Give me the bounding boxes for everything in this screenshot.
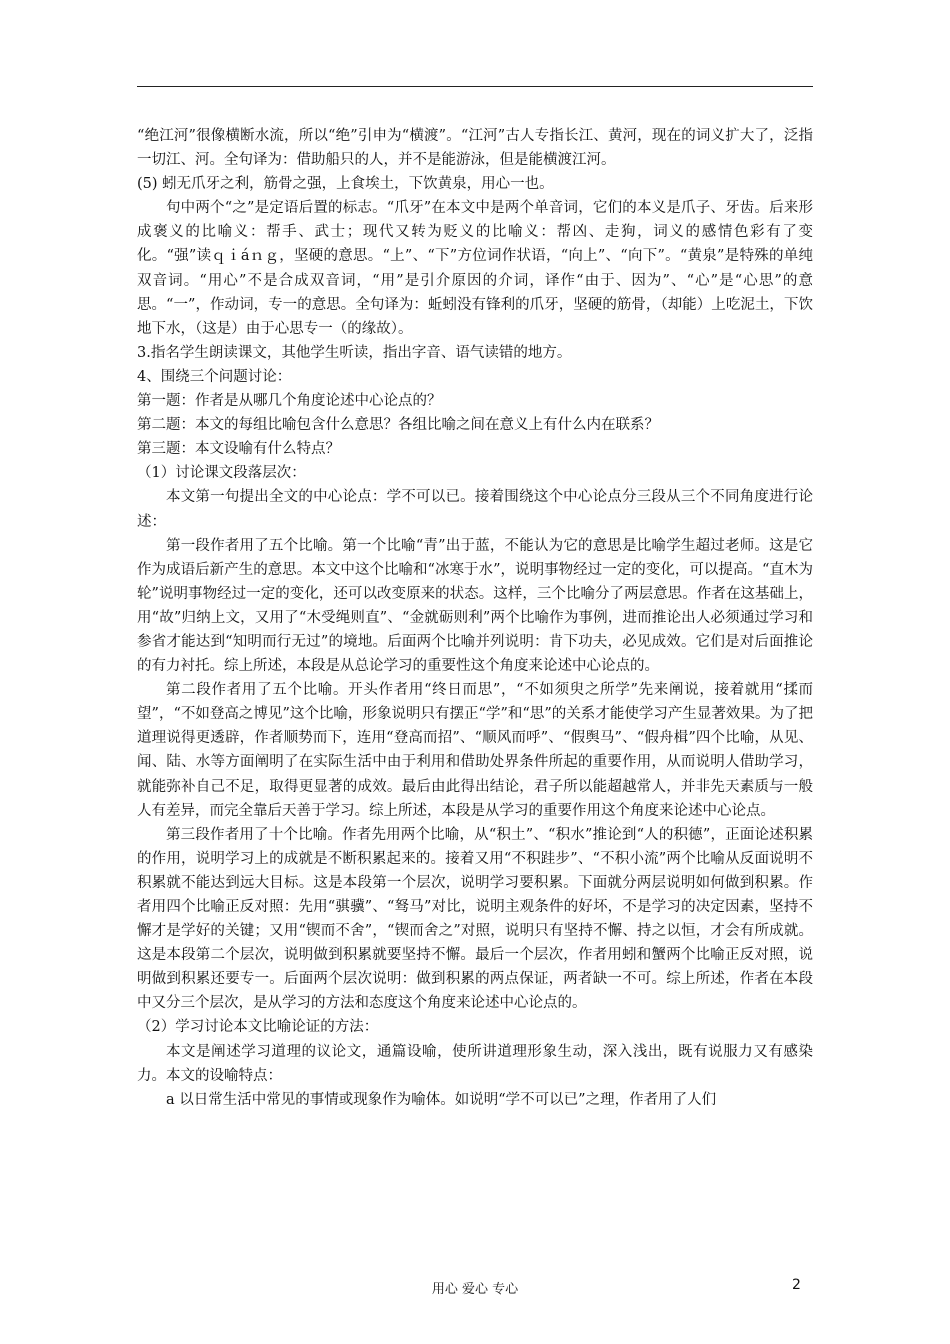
paragraph: a 以日常生活中常见的事情或现象作为喻体。如说明“学不可以已”之理，作者用了人们 bbox=[166, 1091, 717, 1108]
paragraph: 句中两个“之”是定语后置的标志。“爪牙”在本文中是两个单音词，它们的本义是爪子、牙齿。后来形成褒义的比喻义：帮手、武士；现代又转为贬义的比喻义：帮凶、走狗，词义的感情色彩有了变化。“强”读ｑｉáｎｇ，坚硬的意思。“上”、“下”方位词作状语，“向上”、“向下”。“黄泉”是特殊的单纯双音词。“用心”不是合成双音词，“用”是引介原因的介词，译作“由于、因为”、“心”是“心思”的意思。“一”，作动词，专一的意思。全句译为：蚯蚓没有锋利的爪牙，坚硬的筋骨，（却能）上吃泥土，下饮地下水，（这是）由于心思专一（的缘故）。 bbox=[137, 200, 813, 337]
paragraph: （1）讨论课文段落层次： bbox=[137, 465, 306, 482]
paragraph: 第三段作者用了十个比喻。作者先用两个比喻，从“积土”、“积水”推论到“人的积德”，正面论述积累的作用，说明学习上的成就是不断积累起来的。接着又用“不积跬步”、“不积小流”两个比喻从反面说明不积累就不能达到远大目标。这是本段第一个层次，说明学习要积累。下面就分两层说明如何做到积累。作者用四个比喻正反对照：先用“骐骥”、“驽马”对比，说明主观条件的好坏，不是学习的决定因素，坚持不懈才是学好的关键；又用“锲而不舍”，“锲而舍之”对照，说明只有坚持不懈、持之以恒，才会有所成就。这是本段第二个层次，说明做到积累就要坚持不懈。最后一个层次，作者用蚓和蟹两个比喻正反对照，说明做到积累还要专一。后面两个层次说明：做到积累的两点保证，两者缺一不可。综上所述，作者在本段中又分三个层次，是从学习的方法和态度这个角度来论述中心论点的。 bbox=[137, 826, 813, 1012]
footer-motto: 用心 爱心 专心 bbox=[431, 1282, 519, 1297]
paragraph: 本文第一句提出全文的中心论点：学不可以已。接着围绕这个中心论点分三段从三个不同角度进行论述： bbox=[137, 489, 813, 530]
paragraph: 3.指名学生朗读课文，其他学生听读，指出字音、语气读错的地方。 bbox=[137, 344, 572, 361]
paragraph: “绝江河”很像横断水流，所以“绝”引申为“横渡”。“江河”古人专指长江、黄河，现在的词义扩大了，泛指一切江、河。全句译为：借助船只的人，并不是能游泳，但是能横渡江河。 bbox=[137, 128, 813, 169]
paragraph: (5) 蚓无爪牙之利，筋骨之强，上食埃土，下饮黄泉，用心一也。 bbox=[137, 176, 554, 193]
paragraph: 本文是阐述学习道理的议论文，通篇设喻，使所讲道理形象生动，深入浅出，既有说服力又有感染力。本文的设喻特点： bbox=[137, 1043, 813, 1084]
header-rule bbox=[137, 86, 813, 87]
paragraph: 第二段作者用了五个比喻。开头作者用“终日而思”，“不如须臾之所学”先来阐说，接着就用“揉而望”，“不如登高之博见”这个比喻，形象说明只有摆正“学”和“思”的关系才能使学习产生显著效果。为了把道理说得更透辟，作者顺势而下，连用“登高而招”、“顺风而呼”、“假舆马”、“假舟楫”四个比喻，从见、闻、陆、水等方面阐明了在实际生活中由于利用和借助处界条件所起的重要作用，从而说明人借助学习，就能弥补自己不足，取得更显著的成效。最后由此得出结论，君子所以能超越常人，并非先天素质与一般人有差异，而完全靠后天善于学习。综上所述，本段是从学习的重要作用这个角度来论述中心论点。 bbox=[137, 682, 813, 819]
paragraph: （2）学习讨论本文比喻论证的方法： bbox=[137, 1019, 379, 1036]
paragraph: 第一段作者用了五个比喻。第一个比喻“青”出于蓝，不能认为它的意思是比喻学生超过老师。这是它作为成语后新产生的意思。本文中这个比喻和“冰寒于水”，说明事物经过一定的变化，可以提高。“直木为轮”说明事物经过一定的变化，还可以改变原来的状态。这样，三个比喻分了两层意思。作者在这基础上，用“故”归纳上文，又用了“木受绳则直”、“金就砺则利”两个比喻作为事例，进而推论出人必须通过学习和参省才能达到“知明而行无过”的境地。后面两个比喻并列说明：肯下功夫，必见成效。它们是对后面推论的有力衬托。综上所述，本段是从总论学习的重要性这个角度来论述中心论点的。 bbox=[137, 537, 813, 675]
paragraph: 4、围绕三个问题讨论： bbox=[137, 368, 292, 385]
paragraph: 第二题：本文的每组比喻包含什么意思？各组比喻之间在意义上有什么内在联系？ bbox=[137, 417, 659, 434]
document-body bbox=[137, 124, 813, 1112]
paragraph: 第三题：本文设喻有什么特点？ bbox=[137, 441, 340, 458]
paragraph: 第一题：作者是从哪几个角度论述中心论点的？ bbox=[137, 393, 442, 410]
page-number: 2 bbox=[792, 1277, 801, 1293]
